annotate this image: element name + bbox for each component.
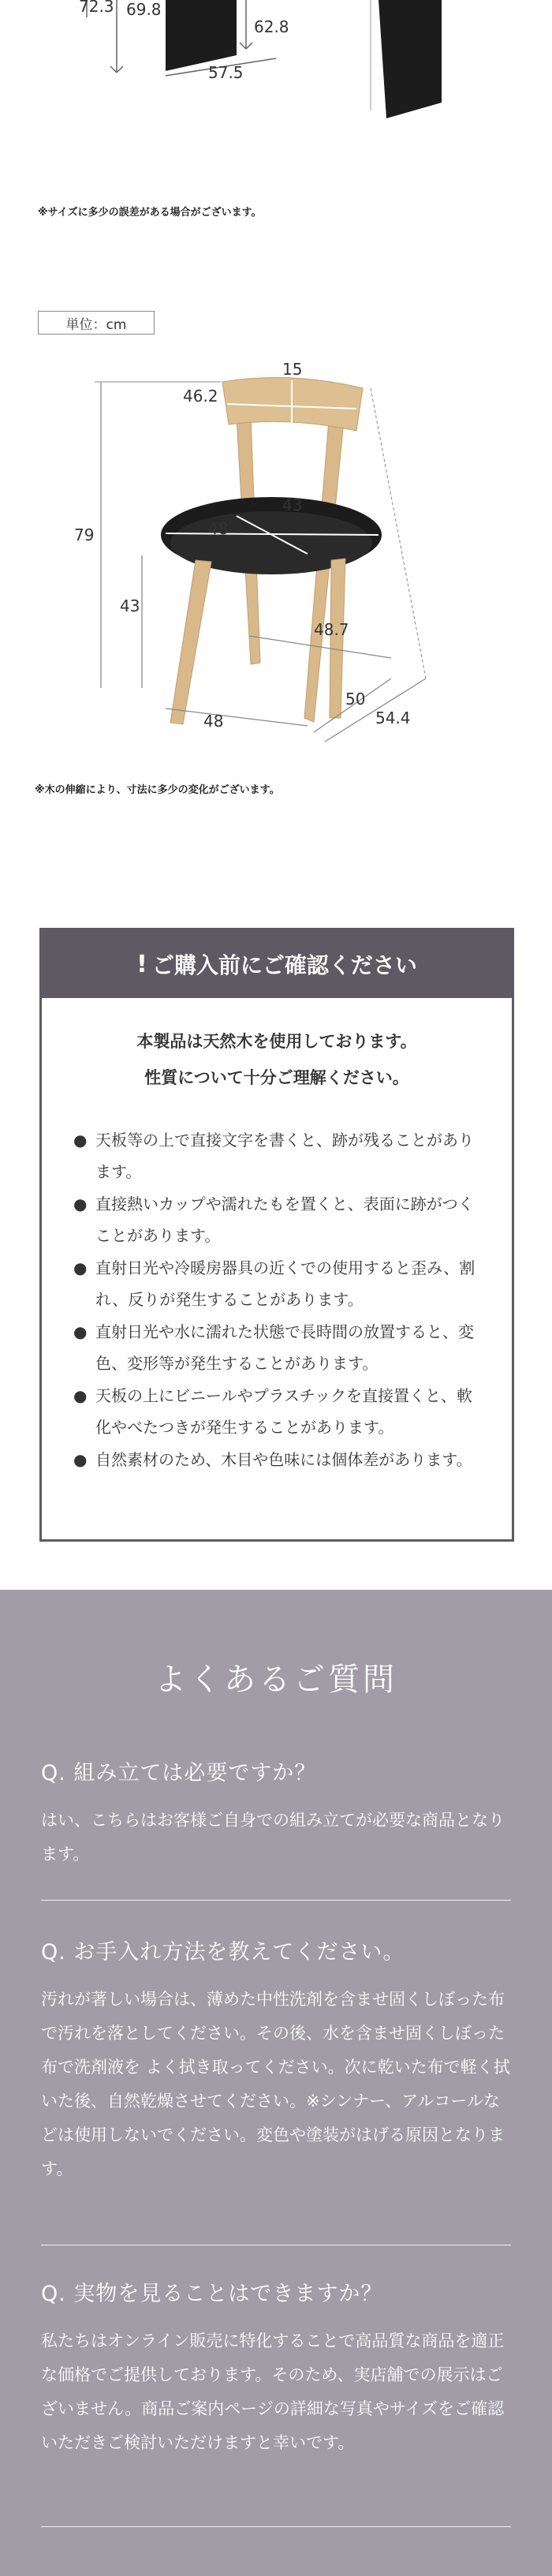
faq-title: よくあるご質問 <box>155 1662 397 1698</box>
chair-diagram <box>0 347 552 757</box>
dim-seat-width: 48 <box>208 519 229 538</box>
caution-item <box>73 1380 480 1443</box>
caution-box <box>39 928 514 1542</box>
bullet-icon: ● <box>73 1195 88 1213</box>
chair-drawing <box>0 347 552 757</box>
caution-intro <box>42 1023 512 1096</box>
caution-list <box>42 1124 512 1475</box>
wood-note: ※木の伸縮により、寸法に多少の変化がございます。 <box>35 784 280 796</box>
faq-item-showroom <box>41 2276 511 2460</box>
bullet-icon: ● <box>73 1386 88 1405</box>
faq-item-care <box>41 1935 511 2186</box>
dim-seat-height: 43 <box>120 596 140 615</box>
dim-base-depth: 50 <box>345 690 366 708</box>
size-error-note: ※サイズに多少の誤差がある場合がございます。 <box>38 207 262 219</box>
faq-section <box>0 1590 552 2576</box>
caution-item <box>73 1124 480 1187</box>
caution-item-text: 直射日光や水に濡れた状態で長時間の放置すると、変色、変形等が発生することがあります。 <box>95 1322 474 1373</box>
caution-item <box>73 1316 480 1379</box>
faq-answer: 私たちはオンライン販売に特化することで高品質な商品を適正な価格でご提供しております。そのため、実店舗での展示はございません。商品ご案内ページの詳細な写真やサイズをご確認いただきご検討いただけますと幸いです。 <box>41 2331 505 2452</box>
faq-item-assembly <box>41 1755 511 1871</box>
table-leg-shape <box>166 0 237 71</box>
dim-back-width: 46.2 <box>183 387 218 406</box>
faq-question: Q. お手入れ方法を教えてください。 <box>41 1940 405 1965</box>
dim-69-8: 69.8 <box>126 0 162 19</box>
faq-question: Q. 実物を見ることはできますか？ <box>41 2282 383 2306</box>
dim-back-height: 15 <box>282 360 303 379</box>
caution-item-text: 天板等の上で直接文字を書くと、跡が残ることがあります。 <box>95 1131 474 1181</box>
dim-seat-depth: 43 <box>282 495 303 514</box>
caution-intro-line2: 性質について十分ご理解ください。 <box>144 1068 409 1087</box>
dim-62-8: 62.8 <box>254 17 289 36</box>
bullet-icon: ● <box>73 1322 88 1341</box>
bullet-icon: ● <box>73 1131 88 1150</box>
faq-question: Q. 組み立ては必要ですか？ <box>41 1761 317 1785</box>
faq-answer: はい、こちらはお客様ご自身での組み立てが必要な商品となります。 <box>41 1811 505 1864</box>
table-diagram <box>0 0 552 134</box>
faq-divider <box>41 1900 511 1901</box>
dim-overall-depth: 54.4 <box>375 708 411 727</box>
caution-intro-line1: 本製品は天然木を使用しております。 <box>136 1032 417 1051</box>
bullet-icon: ● <box>73 1258 88 1277</box>
dim-57-5: 57.5 <box>208 63 244 82</box>
dim-base-width: 48 <box>203 712 224 731</box>
caution-header <box>42 930 512 998</box>
bullet-icon: ● <box>73 1450 88 1469</box>
dim-total-height: 79 <box>74 525 95 544</box>
dim-72-3: 72.3 <box>79 0 114 16</box>
caution-item-text: 自然素材のため、木目や色味には個体差があります。 <box>95 1450 472 1469</box>
caution-item <box>73 1188 480 1251</box>
exclamation-icon: ! <box>136 950 147 978</box>
unit-label: 単位：cm <box>38 311 155 335</box>
caution-title: ご購入前にご確認ください <box>151 952 417 978</box>
dim-leg-span: 48.7 <box>314 620 349 639</box>
caution-item-text: 直射日光や冷暖房器具の近くでの使用すると歪み、割れ、反りが発生することがあります。 <box>95 1258 476 1309</box>
faq-answer: 汚れが著しい場合は、薄めた中性洗剤を含ませ固くしぼった布で汚れを落としてください。その後、水を含ませ固くしぼった布で洗剤液を よく拭き取ってください。次に乾いた布で軽く拭いた後、自然乾燥させてください。※シンナー、アルコールなどは使用しないでください。変色や塗装がはげる原因となります。 <box>41 1990 510 2178</box>
faq-divider <box>41 2526 511 2527</box>
caution-item-text: 直接熱いカップや濡れたもを置くと、表面に跡がつくことがあります。 <box>95 1195 474 1245</box>
caution-item-text: 天板の上にビニールやプラスチックを直接置くと、軟化やべたつきが発生することがあります。 <box>95 1386 472 1437</box>
caution-item <box>73 1252 480 1315</box>
caution-item <box>73 1444 480 1475</box>
table-side-shape <box>379 0 442 118</box>
